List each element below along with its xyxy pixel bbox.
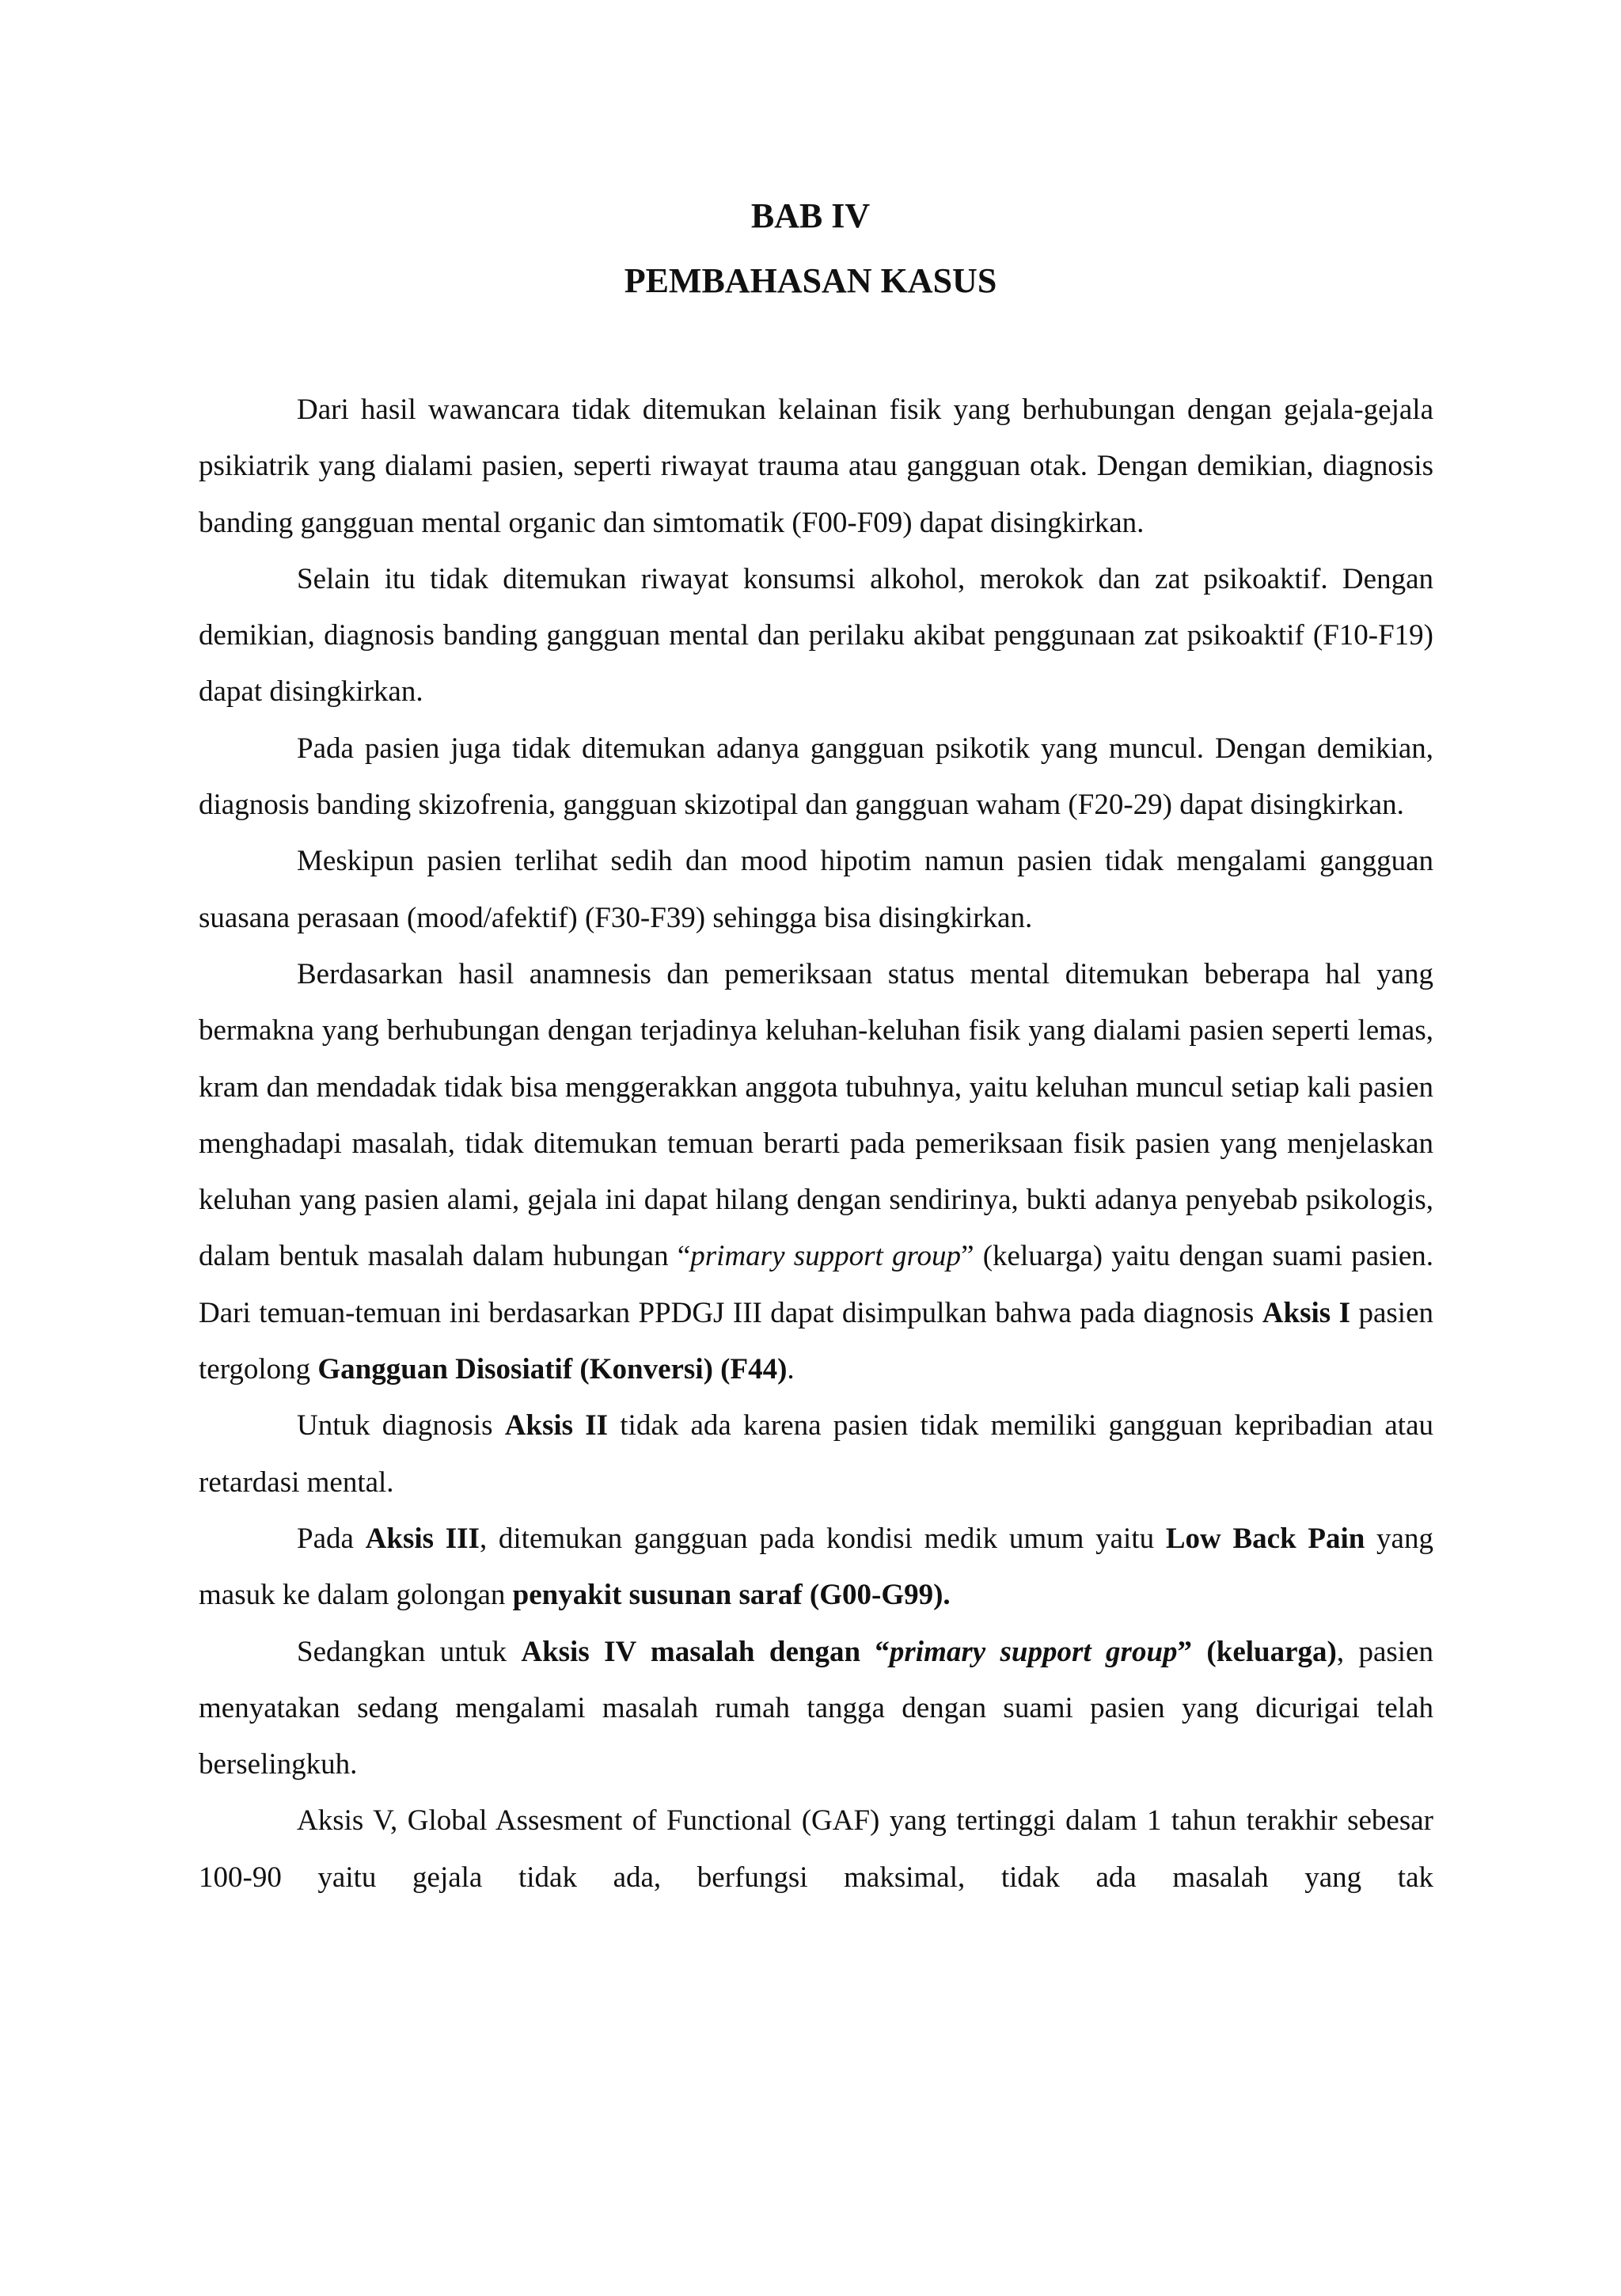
text-run: pasien tergolong bbox=[199, 1296, 1434, 1386]
chapter-title: PEMBAHASAN KASUS bbox=[624, 261, 997, 300]
paragraph-axis-3 bbox=[199, 1511, 1433, 1624]
paragraph-mood-disorder: Meskipun pasien terlihat sedih dan mood hipotim namun pasien tidak mengalami gangguan suasana perasaan (mood/afektif) (F30-F39) sehingga bisa disingkirkan. bbox=[199, 845, 1433, 934]
paragraph-psychotic-disorder: Pada pasien juga tidak ditemukan adanya gangguan psikotik yang muncul. Dengan demikian, diagnosis banding skizofrenia, gangguan skizotipal dan gangguan waham (F20-29) dapat disingkirkan. bbox=[199, 732, 1433, 822]
text-run: Pada bbox=[297, 1522, 366, 1555]
text-run: , ditemukan gangguan pada kondisi medik umum yaitu bbox=[479, 1522, 1166, 1555]
bold-term: Aksis II bbox=[504, 1409, 609, 1443]
paragraph-substance-use: Selain itu tidak ditemukan riwayat konsumsi alkohol, merokok dan zat psikoaktif. Dengan demikian, diagnosis banding gangguan mental dan perilaku akibat penggunaan zat psikoaktif (F10-F19) dapat disingkirkan. bbox=[199, 562, 1433, 709]
paragraph-axis-4 bbox=[199, 1624, 1433, 1793]
paragraph-axis-5: Aksis V, Global Assesment of Functional (GAF) yang tertinggi dalam 1 tahun terakhir sebesar 100-90 yaitu gejala tidak ada, berfungsi maksimal, tidak ada masalah yang tak bbox=[199, 1804, 1433, 1894]
text-run: yang masuk ke dalam golongan bbox=[199, 1522, 1433, 1612]
paragraph-axis-2 bbox=[199, 1397, 1433, 1511]
diagnosis-axis-1: Gangguan Disosiatif (Konversi) (F44) bbox=[317, 1353, 788, 1386]
bold-term: Aksis I bbox=[1262, 1296, 1351, 1329]
text-run: Untuk diagnosis bbox=[297, 1409, 505, 1443]
italic-term: primary support group bbox=[889, 1635, 1178, 1668]
text-run: Sedangkan untuk bbox=[297, 1635, 522, 1668]
paragraph-axis-1 bbox=[199, 946, 1433, 1397]
bold-term: Low Back Pain bbox=[1165, 1522, 1365, 1555]
diagnosis-axis-3: penyakit susunan saraf (G00-G99). bbox=[512, 1579, 951, 1612]
bold-term: ” (keluarga) bbox=[1177, 1635, 1337, 1668]
text-run: tidak ada karena pasien tidak memiliki gangguan kepribadian atau retardasi mental. bbox=[199, 1409, 1433, 1499]
bold-italic-term bbox=[890, 1636, 1178, 1668]
text-run: , pasien menyatakan sedang mengalami masalah rumah tangga dengan suami pasien yang dicurigai telah berselingkuh. bbox=[199, 1635, 1433, 1781]
body-text bbox=[199, 382, 1433, 1906]
bold-term: Aksis III bbox=[365, 1522, 480, 1555]
bold-term: Aksis IV masalah dengan “ bbox=[521, 1635, 890, 1668]
paragraph-organic-disorder: Dari hasil wawancara tidak ditemukan kelainan fisik yang berhubungan dengan gejala-gejala psikiatrik yang dialami pasien, seperti riwayat trauma atau gangguan otak. Dengan demikian, diagnosis banding gangguan mental organic dan simtomatik (F00-F09) dapat disingkirkan. bbox=[199, 393, 1433, 539]
italic-term: primary support group bbox=[690, 1240, 962, 1273]
text-run: ” (keluarga) yaitu dengan suami pasien. Dari temuan-temuan ini berdasarkan PPDGJ III dapat disimpulkan bahwa pada diagnosis bbox=[199, 1240, 1433, 1329]
text-run: Berdasarkan hasil anamnesis dan pemeriksaan status mental ditemukan beberapa hal yang bermakna yang berhubungan dengan terjadinya keluhan-keluhan fisik yang dialami pasien seperti lemas, kram dan mendadak tidak bisa menggerakkan anggota tubuhnya, yaitu keluhan muncul setiap kali pasien menghadapi masalah, tidak ditemukan temuan berarti pada pemeriksaan fisik pasien yang menjelaskan keluhan yang pasien alami, gejala ini dapat hilang dengan sendirinya, bukti adanya penyebab psikologis, dalam bentuk masalah dalam hubungan “ bbox=[199, 957, 1433, 1273]
chapter-heading: BAB IV bbox=[750, 196, 871, 235]
text-run: . bbox=[787, 1353, 795, 1386]
